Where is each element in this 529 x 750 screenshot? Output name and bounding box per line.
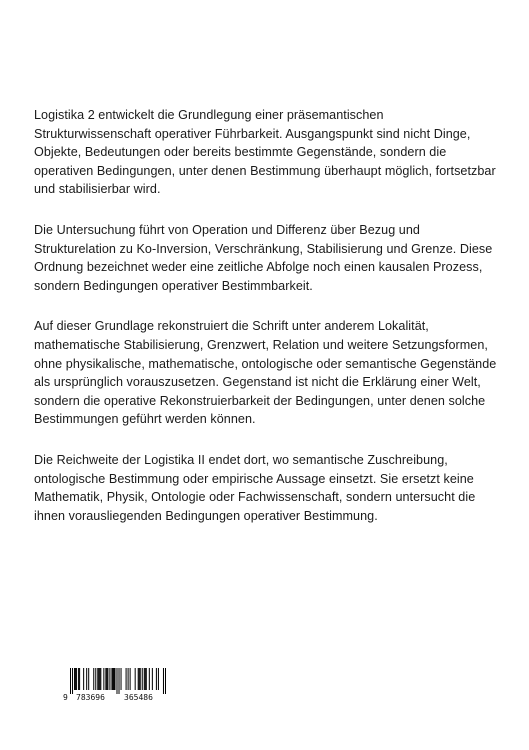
barcode-bar: [86, 668, 87, 690]
barcode-digit-group-1: 9: [63, 693, 68, 702]
barcode-bar: [114, 668, 115, 690]
barcode-bar: [97, 668, 98, 690]
barcode-bar: [112, 668, 113, 690]
barcode-bar: [100, 668, 101, 690]
isbn-barcode: [62, 666, 170, 704]
barcode-bar: [74, 668, 75, 690]
barcode-bar: [93, 668, 94, 690]
barcode-bar: [146, 668, 147, 690]
barcode-bar: [88, 668, 89, 690]
barcode-bar: [130, 668, 131, 690]
barcode-bar: [83, 668, 84, 690]
barcode-bar: [139, 668, 140, 690]
blurb-paragraph-4: Die Reichweite der Logistika II endet dort, wo semantische Zuschreibung, ontologische Bestimmung oder empirische Aussage einsetzt. Sie ersetzt keine Mathematik, Physik, Ontologie oder Fachwissenschaft, sondern untersucht die ihnen vorausliegenden Bedingungen operativer Bestimmung.: [34, 452, 476, 523]
barcode-bar: [145, 668, 146, 690]
barcode-bar: [76, 668, 77, 690]
barcode-bar: [142, 668, 143, 690]
barcode-bar: [99, 668, 100, 690]
barcode-bar: [106, 668, 107, 690]
barcode-bar: [103, 668, 104, 690]
barcode-bar: [113, 668, 114, 690]
barcode-bar: [135, 668, 136, 690]
barcode-bar: [72, 668, 73, 694]
barcode-bar: [79, 668, 80, 690]
barcode-bar: [75, 668, 76, 690]
barcode-bar: [126, 668, 127, 690]
barcode-bar: [116, 668, 117, 694]
barcode-bar: [152, 668, 153, 690]
blurb-paragraph-2: Die Untersuchung führt von Operation und Differenz über Bezug und Strukturelation zu Ko-Inversion, Verschränkung, Stabilisierung und Grenze. Diese Ordnung bezeichnet weder eine zeitliche Abfolge noch einen kausalen Prozess, sondern Bedingungen operativer Bestimmbarkeit.: [34, 222, 493, 293]
blurb-paragraph-3: Auf dieser Grundlage rekonstruiert die Schrift unter anderem Lokalität, mathematische Stabilisierung, Grenzwert, Relation und weitere Setzungsformen, ohne physikalische, mathematische, ontologische oder semantische Gegenstände als ursprünglich vorauszusetzen. Gegenstand ist nicht die Erklärung einer Welt, sondern die operative Rekonstruierbarkeit der Bedingungen, unter denen solche Bestimmungen geführt werden können.: [34, 319, 497, 427]
barcode-bar: [158, 668, 159, 690]
barcode-bar: [109, 668, 110, 690]
barcode-digit-group-2: 783696: [76, 693, 105, 702]
barcode-bar: [165, 668, 166, 694]
blurb-text: [34, 106, 504, 547]
barcode-bar: [128, 668, 129, 690]
barcode-bars: [70, 668, 166, 694]
barcode-bar: [70, 668, 71, 694]
barcode-bar: [163, 668, 164, 694]
barcode-bar: [144, 668, 145, 690]
blurb-paragraph-1: Logistika 2 entwickelt die Grundlegung einer präsemantischen Strukturwissenschaft operativer Führbarkeit. Ausgangspunkt sind nicht Dinge, Objekte, Bedeutungen oder bereits bestimmte Gegenstände, sondern die operativen Bedingungen, unter denen Bestimmung überhaupt möglich, fortsetzbar und stabilisierbar wird.: [34, 108, 496, 197]
barcode-bar: [121, 668, 122, 690]
barcode-digit-group-3: 365486: [124, 693, 153, 702]
barcode-bar: [149, 668, 150, 690]
barcode-bar: [138, 668, 139, 690]
barcode-bar: [105, 668, 106, 690]
barcode-bar: [78, 668, 79, 690]
barcode-bar: [111, 668, 112, 690]
barcode-digits: [62, 693, 170, 703]
barcode-bar: [140, 668, 141, 690]
barcode-bar: [95, 668, 96, 690]
barcode-bar: [98, 668, 99, 690]
barcode-bar: [119, 668, 120, 694]
barcode-bar: [107, 668, 108, 690]
barcode-bar: [156, 668, 157, 690]
